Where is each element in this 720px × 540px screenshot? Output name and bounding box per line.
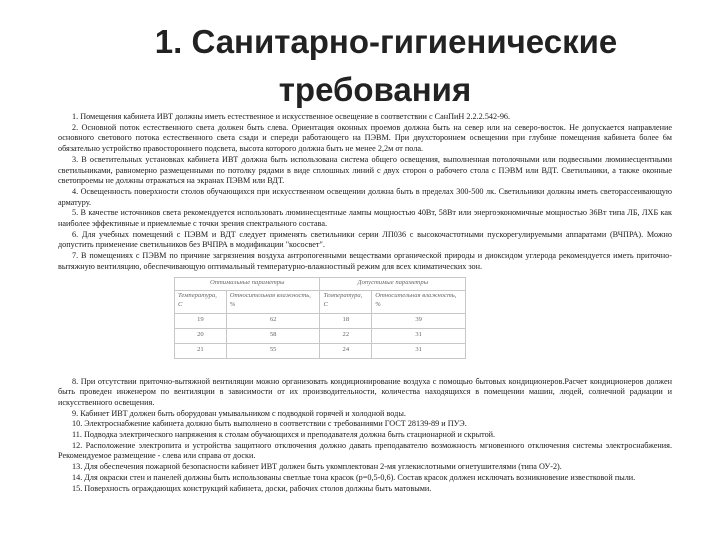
table-cell: 58 <box>226 328 320 343</box>
table-cell: 20 <box>175 328 227 343</box>
title-line-2: требования <box>278 71 472 108</box>
paragraph: 11. Подводка электрического напряжения к столам обучающихся и преподавателя должна быть стационарной и скрытой. <box>72 430 496 440</box>
paragraph: 6. Для учебных помещений с ПЭВМ и ВДТ следует применять светильники серии ЛП036 с высокочастотными пускорегулируемыми аппаратами (ВЧПРА). Можно допустить применение светильников без ВЧПРА в модификации "кососвет". <box>58 229 672 250</box>
paragraph: 3. В осветительных установках кабинета ИВТ должна быть использована система общего освещения, выполненная потолочными или подвесными люминесцентными светильниками, равномерно размещенными по потолку рядами в виде сплошных линий с двух сторон о рабочего стола с ПЭВМ или ВДТ. Светильники, а также оконные светопроемы не должны отражаться на экранах ПЭВМ или ВДТ. <box>58 154 672 186</box>
table-cell: 24 <box>320 343 372 358</box>
climate-parameters-table <box>174 277 466 369</box>
paragraph: 14. Для окраски стен и панелей должны быть использованы светлые тона красок (р=0,5-0,6). Состав красок должен исключать возникновение известковой пыли. <box>72 472 636 482</box>
paragraph: 5. В качестве источников света рекомендуется использовать люминесцентные лампы мощностью 40Вт, 58Вт или энергоэкономичные мощностью 36Вт типа ЛБ, ЛХБ как наиболее эффективные и приемлемые с точки зрения спектрального состава. <box>58 208 672 229</box>
paragraph: 1. Помещения кабинета ИВТ должны иметь естественное и искусственное освещение в соответствии с СанПиН 2.2.2.542-96. <box>72 112 511 121</box>
paragraph: 12. Расположение электропита и устройства защитного отключения должно давать преподавателю возможность мгновенного отключения системы электроснабжения. Рекомендуемое размещение - слева или справа от доски. <box>58 440 672 461</box>
table-cell: 22 <box>320 328 372 343</box>
paragraph: 8. При отсутствии приточно-вытяжной вентиляции можно организовать кондиционирование воздуха с помощью бытовых кондиционеров.Расчет кондиционеров должен быть проведен инженером по вентиляции в зависимости от их производительности, количества находящихся в помещении машин, людей, солнечной радиации и искусственного освещения. <box>58 376 672 407</box>
table-col-header: Относительная влажность, % <box>372 290 466 313</box>
table-group-header: Оптимальные параметры <box>175 277 320 290</box>
table-cell: 39 <box>372 313 466 328</box>
paragraph: 13. Для обеспечения пожарной безопасности кабинет ИВТ должен быть укомплектован 2-мя углекислотными огнетушителями (типа ОУ-2). <box>72 462 562 472</box>
table-cell: 18 <box>320 313 372 328</box>
paragraph: 9. Кабинет ИВТ должен быть оборудован умывальником с подводкой горячей и холодной воды. <box>72 408 406 418</box>
table-group-header: Допустимые параметры <box>320 277 466 290</box>
paragraph: 15. Поверхность ограждающих конструкций кабинета, доски, рабочих столов должны быть матовыми. <box>72 483 432 493</box>
table-cell: 21 <box>175 343 227 358</box>
table-row <box>175 313 466 328</box>
table-col-header: Температура, С <box>175 290 227 313</box>
table-cell: 31 <box>372 343 466 358</box>
title-line-1: 1. Санитарно-гигиенические <box>154 23 618 60</box>
table-cell: 31 <box>372 328 466 343</box>
paragraph: 7. В помещениях с ПЭВМ по причине загрязнения воздуха антропогенными веществами органической природы и диоксидом углерода рекомендуется иметь приточно-вытяжную вентиляцию, обеспечивающую оптимальный температурно-влажностный режим для всех климатических зон. <box>58 251 672 271</box>
document-body <box>58 112 672 494</box>
paragraph: 10. Электроснабжение кабинета должно быть выполнено в соответствии с требованиями ГОСТ 28139-89 и ПУЭ. <box>72 419 467 429</box>
table-cell: 19 <box>175 313 227 328</box>
table-cell: 55 <box>226 343 320 358</box>
paragraph: 4. Освещенность поверхности столов обучающихся при искусственном освещении должна быть в пределах 300-500 лк. Светильники должны иметь светорассеивающую арматуру. <box>58 186 672 207</box>
table-col-header: Температура, С <box>320 290 372 313</box>
table-row <box>175 328 466 343</box>
table-col-header: Относительная влажность, % <box>226 290 320 313</box>
table-row <box>175 343 466 358</box>
slide-title <box>0 18 720 114</box>
table-cell: 62 <box>226 313 320 328</box>
paragraph: 2. Основной поток естественного света должен быть слева. Ориентация оконных проемов должна быть на север или на северо-восток. Не допускается направление основного светового потока естественного света сзади и спереди работающего на ПЭВМ. При двухстороннем освещении при глубине помещения кабинета более 6м обязательно устройство правостороннего подсвета, высота которого должна быть не менее 2,2м от пола. <box>58 122 672 154</box>
